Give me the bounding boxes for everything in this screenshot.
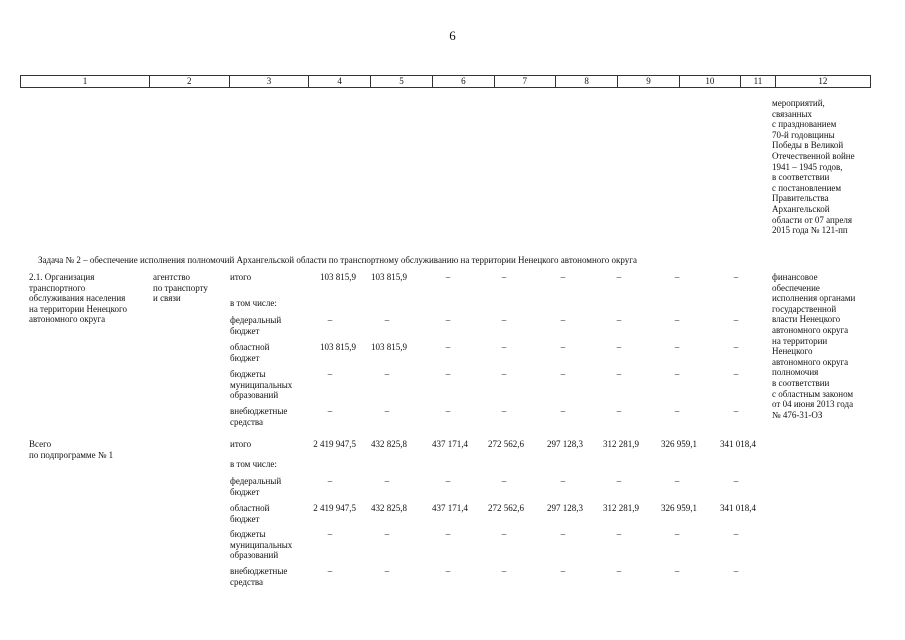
total-obl-c4: 2 419 947,5 — [313, 503, 356, 513]
total-obl-c11: 341 018,4 — [720, 503, 756, 513]
dash: – — [445, 272, 451, 282]
col-num-9: 9 — [618, 76, 679, 88]
row-2-1-note: финансовое обеспечение исполнения органами государственной власти Ненецкого автономного округа на территории Ненецкого автономного округа полномочия в соответствии с областным законом от 04 июня 2013 года № 476-31-ОЗ — [772, 272, 856, 420]
dash: – — [384, 566, 390, 576]
row-2-1-obl-c5: 103 815,9 — [371, 342, 407, 352]
dash: – — [674, 529, 680, 539]
total-obl-c10: 326 959,1 — [661, 503, 697, 513]
dash: – — [327, 566, 333, 576]
total-itogo-c6: 437 171,4 — [432, 439, 468, 449]
dash: – — [327, 315, 333, 325]
total-obl-label: областной бюджет — [230, 503, 270, 524]
total-row-name: Всего по подпрограмме № 1 — [29, 439, 114, 460]
dash: – — [733, 342, 739, 352]
dash: – — [674, 476, 680, 486]
dash: – — [501, 369, 507, 379]
total-vtom-label: в том числе: — [230, 459, 277, 469]
task-title: Задача № 2 – обеспечение исполнения полномочий Архангельской области по транспортному обслуживанию на территории Ненецкого автономного округа — [38, 255, 637, 265]
dash: – — [674, 406, 680, 416]
dash: – — [733, 529, 739, 539]
total-fed-label: федеральный бюджет — [230, 476, 282, 497]
dash: – — [560, 566, 566, 576]
dash: – — [501, 566, 507, 576]
dash: – — [616, 342, 622, 352]
dash: – — [616, 369, 622, 379]
row-2-1-itogo-label: итого — [230, 272, 252, 282]
col-num-7: 7 — [494, 76, 555, 88]
dash: – — [616, 529, 622, 539]
total-obl-c6: 437 171,4 — [432, 503, 468, 513]
dash: – — [501, 315, 507, 325]
dash: – — [674, 369, 680, 379]
total-itogo-c5: 432 825,8 — [371, 439, 407, 449]
dash: – — [560, 342, 566, 352]
dash: – — [445, 566, 451, 576]
dash: – — [445, 529, 451, 539]
dash: – — [445, 369, 451, 379]
col-num-3: 3 — [229, 76, 309, 88]
dash: – — [733, 315, 739, 325]
col-num-4: 4 — [309, 76, 370, 88]
dash: – — [384, 406, 390, 416]
row-2-1-vneb-label: внебюджетные средства — [230, 406, 288, 427]
dash: – — [560, 369, 566, 379]
total-itogo-c11: 341 018,4 — [720, 439, 756, 449]
dash: – — [501, 476, 507, 486]
dash: – — [733, 272, 739, 282]
row-2-1-executor: агентство по транспорту и связи — [153, 272, 208, 304]
column-number-header — [20, 75, 871, 88]
dash: – — [674, 342, 680, 352]
dash: – — [560, 272, 566, 282]
dash: – — [445, 315, 451, 325]
dash: – — [674, 272, 680, 282]
dash: – — [616, 566, 622, 576]
dash: – — [445, 406, 451, 416]
col-num-2: 2 — [149, 76, 229, 88]
dash: – — [384, 369, 390, 379]
dash: – — [560, 315, 566, 325]
col-num-10: 10 — [679, 76, 740, 88]
col-num-5: 5 — [370, 76, 432, 88]
row-2-1-itogo-c5: 103 815,9 — [371, 272, 407, 282]
col-num-12: 12 — [775, 76, 870, 88]
total-itogo-c8: 297 128,3 — [547, 439, 583, 449]
dash: – — [327, 369, 333, 379]
row-2-1-fed-label: федеральный бюджет — [230, 315, 282, 336]
dash: – — [327, 529, 333, 539]
total-mun-label: бюджеты муниципальных образований — [230, 529, 293, 561]
dash: – — [560, 406, 566, 416]
note-continuation: мероприятий, связанных с празднованием 70-й годовщины Победы в Великой Отечественной войне 1941 – 1945 годов, в соответствии с постановлением Правительства Архангельской области от 07 апреля 2015 года № 121-пп — [772, 98, 855, 236]
total-itogo-c4: 2 419 947,5 — [313, 439, 356, 449]
col-num-8: 8 — [555, 76, 617, 88]
dash: – — [501, 272, 507, 282]
dash: – — [674, 315, 680, 325]
dash: – — [327, 476, 333, 486]
dash: – — [616, 476, 622, 486]
page-number: 6 — [449, 28, 456, 43]
dash: – — [501, 406, 507, 416]
dash: – — [560, 529, 566, 539]
dash: – — [616, 315, 622, 325]
dash: – — [501, 529, 507, 539]
total-obl-c7: 272 562,6 — [488, 503, 524, 513]
row-2-1-itogo-c4: 103 815,9 — [320, 272, 356, 282]
row-2-1-mun-label: бюджеты муниципальных образований — [230, 369, 293, 401]
total-itogo-c7: 272 562,6 — [488, 439, 524, 449]
dash: – — [733, 369, 739, 379]
total-obl-c9: 312 281,9 — [603, 503, 639, 513]
total-itogo-c9: 312 281,9 — [603, 439, 639, 449]
total-vneb-label: внебюджетные средства — [230, 566, 288, 587]
dash: – — [327, 406, 333, 416]
dash: – — [445, 342, 451, 352]
row-2-1-vtom-label: в том числе: — [230, 298, 277, 308]
dash: – — [501, 342, 507, 352]
total-itogo-label: итого — [230, 439, 252, 449]
dash: – — [445, 476, 451, 486]
dash: – — [733, 406, 739, 416]
dash: – — [616, 406, 622, 416]
col-num-11: 11 — [741, 76, 776, 88]
dash: – — [733, 566, 739, 576]
dash: – — [384, 529, 390, 539]
col-num-6: 6 — [433, 76, 494, 88]
col-num-1: 1 — [21, 76, 150, 88]
total-obl-c5: 432 825,8 — [371, 503, 407, 513]
dash: – — [384, 476, 390, 486]
dash: – — [733, 476, 739, 486]
dash: – — [674, 566, 680, 576]
row-2-1-name: 2.1. Организация транспортного обслуживания населения на территории Ненецкого автономного округа — [29, 272, 128, 325]
row-2-1-obl-label: областной бюджет — [230, 342, 270, 363]
total-itogo-c10: 326 959,1 — [661, 439, 697, 449]
dash: – — [384, 315, 390, 325]
dash: – — [560, 476, 566, 486]
total-obl-c8: 297 128,3 — [547, 503, 583, 513]
dash: – — [616, 272, 622, 282]
row-2-1-obl-c4: 103 815,9 — [320, 342, 356, 352]
